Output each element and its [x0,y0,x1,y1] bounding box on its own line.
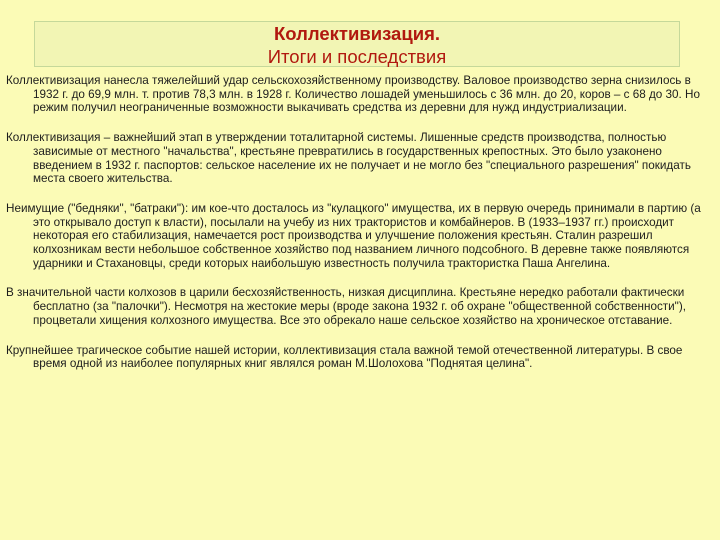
paragraph-mismanagement: В значительной части колхозов в царили бесхозяйственность, низкая дисциплина. Крестьяне нередко работали фактически бесплатно (за "палочки"). Несмотря на жестокие меры (вроде закона 1932 г. об охране "общественной собственности"), процветали хищения колхозного имущества. Все это обрекало наше сельское хозяйство на хроническое отставание. [6,286,686,327]
paragraph-economic-impact: Коллективизация нанесла тяжелейший удар сельскохозяйственному производству. Валовое производство зерна снизилось в 1932 г. до 69,9 млн. т. против 78,3 млн. в 1928 г. Количество лошадей уменьшилось с 36 млн. до 20, коров – с 68 до 30. Но режим получил неограниченные возможности выкачивать средства из деревни для нужд индустриализации. [6,74,700,115]
body-text [6,74,714,387]
paragraph-poor-peasants: Неимущие ("бедняки", "батраки"): им кое-что досталось из "кулацкого" имущества, их в первую очередь принимали в партию (а это открывало доступ к власти), посылали на учебу из них трактористов и комбайнеров. В (1933–1937 гг.) происходит некоторая его стабилизация, намечается рост производства и улучшение положения крестьян. Сталин разрешил колхозникам вести небольшое собственное хозяйство под названием личного подсобного. В деревне также появляются ударники и Стахановцы, среди которых наибольшую известность получила трактористка Паша Ангелина. [6,201,701,270]
title-box [34,21,680,67]
slide-title: Коллективизация. [273,23,441,44]
paragraph-totalitarian-system: Коллективизация – важнейший этап в утверждении тоталитарной системы. Лишенные средств производства, полностью зависимые от местного "начальства", крестьяне превратились в государственных крепостных. Это было узаконено введением в 1932 г. паспортов: сельское население их не получает и не могло без "специального разрешения" покидать места своего жительства. [6,131,691,186]
slide-subtitle: Итоги и последствия [267,46,447,67]
paragraph-literature: Крупнейшее трагическое событие нашей истории, коллективизация стала важной темой отечественной литературы. В свое время одной из наиболее популярных книг являлся роман М.Шолохова "Поднятая целина". [6,343,683,371]
